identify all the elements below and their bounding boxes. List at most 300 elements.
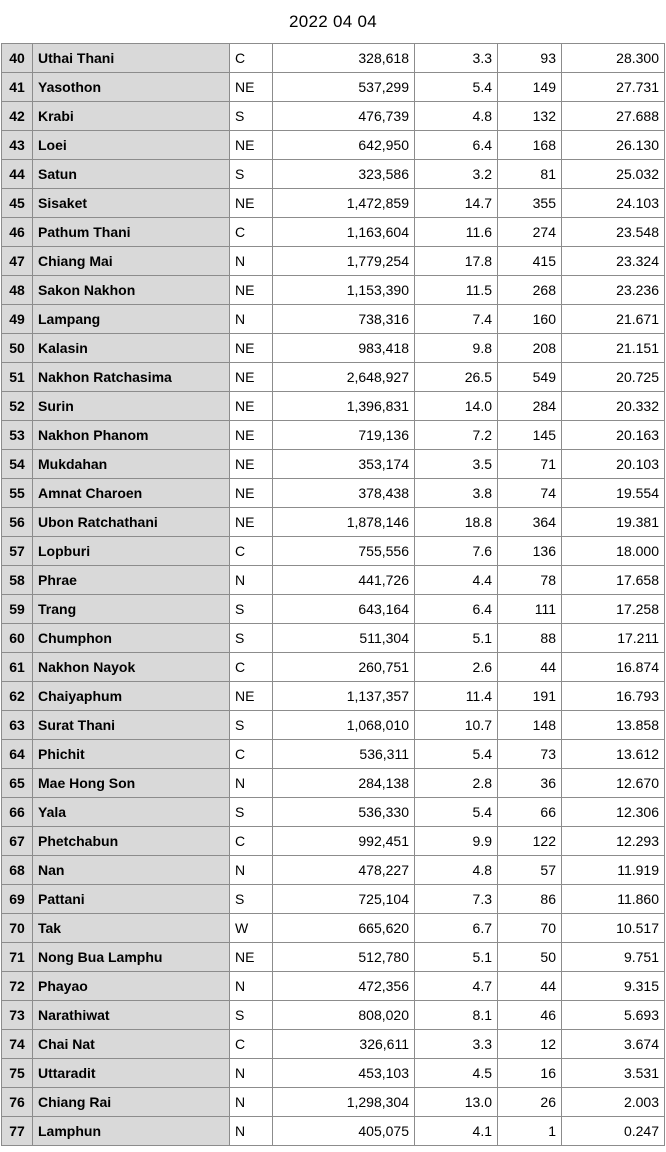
rate-cell: 21.671 [562, 305, 665, 334]
rate-cell: 17.211 [562, 624, 665, 653]
province-name-cell: Nakhon Phanom [33, 421, 230, 450]
table-row [2, 73, 665, 102]
percent-cell: 5.4 [415, 740, 498, 769]
region-cell: C [230, 740, 273, 769]
region-cell: N [230, 247, 273, 276]
region-cell: C [230, 1030, 273, 1059]
province-name-cell: Phayao [33, 972, 230, 1001]
percent-cell: 5.4 [415, 73, 498, 102]
province-name-cell: Mae Hong Son [33, 769, 230, 798]
region-cell: NE [230, 479, 273, 508]
rate-cell: 21.151 [562, 334, 665, 363]
region-cell: N [230, 566, 273, 595]
count-cell: 364 [498, 508, 562, 537]
table-row [2, 363, 665, 392]
count-cell: 12 [498, 1030, 562, 1059]
population-cell: 1,137,357 [273, 682, 415, 711]
count-cell: 145 [498, 421, 562, 450]
region-cell: N [230, 305, 273, 334]
table-row [2, 856, 665, 885]
population-cell: 738,316 [273, 305, 415, 334]
population-cell: 1,163,604 [273, 218, 415, 247]
count-cell: 81 [498, 160, 562, 189]
rate-cell: 27.731 [562, 73, 665, 102]
count-cell: 16 [498, 1059, 562, 1088]
population-cell: 512,780 [273, 943, 415, 972]
region-cell: C [230, 218, 273, 247]
percent-cell: 5.1 [415, 943, 498, 972]
table-row [2, 189, 665, 218]
percent-cell: 2.6 [415, 653, 498, 682]
province-name-cell: Kalasin [33, 334, 230, 363]
percent-cell: 11.6 [415, 218, 498, 247]
population-cell: 665,620 [273, 914, 415, 943]
population-cell: 511,304 [273, 624, 415, 653]
rank-cell: 76 [2, 1088, 33, 1117]
table-row [2, 624, 665, 653]
population-cell: 992,451 [273, 827, 415, 856]
population-cell: 378,438 [273, 479, 415, 508]
province-name-cell: Phrae [33, 566, 230, 595]
rate-cell: 20.332 [562, 392, 665, 421]
rank-cell: 72 [2, 972, 33, 1001]
percent-cell: 8.1 [415, 1001, 498, 1030]
table-row [2, 827, 665, 856]
percent-cell: 7.6 [415, 537, 498, 566]
rank-cell: 42 [2, 102, 33, 131]
region-cell: NE [230, 682, 273, 711]
rate-cell: 3.531 [562, 1059, 665, 1088]
rank-cell: 56 [2, 508, 33, 537]
rate-cell: 17.658 [562, 566, 665, 595]
rank-cell: 73 [2, 1001, 33, 1030]
region-cell: N [230, 972, 273, 1001]
count-cell: 46 [498, 1001, 562, 1030]
rate-cell: 16.874 [562, 653, 665, 682]
population-cell: 328,618 [273, 44, 415, 73]
population-cell: 476,739 [273, 102, 415, 131]
count-cell: 78 [498, 566, 562, 595]
population-cell: 260,751 [273, 653, 415, 682]
region-cell: NE [230, 508, 273, 537]
region-cell: C [230, 44, 273, 73]
rate-cell: 20.725 [562, 363, 665, 392]
rate-cell: 12.306 [562, 798, 665, 827]
percent-cell: 7.2 [415, 421, 498, 450]
population-cell: 1,878,146 [273, 508, 415, 537]
province-name-cell: Yala [33, 798, 230, 827]
rate-cell: 12.293 [562, 827, 665, 856]
rate-cell: 3.674 [562, 1030, 665, 1059]
region-cell: N [230, 1088, 273, 1117]
province-name-cell: Trang [33, 595, 230, 624]
region-cell: NE [230, 450, 273, 479]
province-name-cell: Chumphon [33, 624, 230, 653]
table-row [2, 537, 665, 566]
count-cell: 268 [498, 276, 562, 305]
rank-cell: 74 [2, 1030, 33, 1059]
rank-cell: 50 [2, 334, 33, 363]
region-cell: S [230, 160, 273, 189]
province-name-cell: Chaiyaphum [33, 682, 230, 711]
region-cell: NE [230, 131, 273, 160]
percent-cell: 7.3 [415, 885, 498, 914]
table-row [2, 1030, 665, 1059]
rate-cell: 28.300 [562, 44, 665, 73]
region-cell: NE [230, 421, 273, 450]
region-cell: N [230, 1059, 273, 1088]
table-row [2, 740, 665, 769]
province-name-cell: Yasothon [33, 73, 230, 102]
count-cell: 73 [498, 740, 562, 769]
count-cell: 136 [498, 537, 562, 566]
count-cell: 132 [498, 102, 562, 131]
rank-cell: 77 [2, 1117, 33, 1146]
count-cell: 57 [498, 856, 562, 885]
table-row [2, 653, 665, 682]
province-name-cell: Sakon Nakhon [33, 276, 230, 305]
count-cell: 70 [498, 914, 562, 943]
rank-cell: 43 [2, 131, 33, 160]
region-cell: N [230, 856, 273, 885]
count-cell: 1 [498, 1117, 562, 1146]
rate-cell: 19.554 [562, 479, 665, 508]
table-row [2, 508, 665, 537]
rate-cell: 16.793 [562, 682, 665, 711]
rank-cell: 67 [2, 827, 33, 856]
region-cell: NE [230, 73, 273, 102]
rate-cell: 11.919 [562, 856, 665, 885]
region-cell: N [230, 769, 273, 798]
table-row [2, 769, 665, 798]
percent-cell: 26.5 [415, 363, 498, 392]
count-cell: 274 [498, 218, 562, 247]
count-cell: 88 [498, 624, 562, 653]
province-name-cell: Sisaket [33, 189, 230, 218]
region-cell: C [230, 537, 273, 566]
population-cell: 536,330 [273, 798, 415, 827]
count-cell: 168 [498, 131, 562, 160]
rate-cell: 10.517 [562, 914, 665, 943]
table-row [2, 102, 665, 131]
rank-cell: 48 [2, 276, 33, 305]
table-row [2, 305, 665, 334]
rate-cell: 25.032 [562, 160, 665, 189]
population-cell: 1,779,254 [273, 247, 415, 276]
population-cell: 326,611 [273, 1030, 415, 1059]
province-name-cell: Phichit [33, 740, 230, 769]
rank-cell: 54 [2, 450, 33, 479]
count-cell: 122 [498, 827, 562, 856]
percent-cell: 18.8 [415, 508, 498, 537]
rank-cell: 47 [2, 247, 33, 276]
percent-cell: 6.4 [415, 131, 498, 160]
table-row [2, 44, 665, 73]
table-row [2, 247, 665, 276]
region-cell: S [230, 624, 273, 653]
province-name-cell: Surat Thani [33, 711, 230, 740]
province-name-cell: Krabi [33, 102, 230, 131]
table-row [2, 160, 665, 189]
province-name-cell: Lamphun [33, 1117, 230, 1146]
population-cell: 405,075 [273, 1117, 415, 1146]
region-cell: S [230, 885, 273, 914]
rate-cell: 12.670 [562, 769, 665, 798]
population-cell: 2,648,927 [273, 363, 415, 392]
count-cell: 36 [498, 769, 562, 798]
province-name-cell: Narathiwat [33, 1001, 230, 1030]
rate-cell: 2.003 [562, 1088, 665, 1117]
region-cell: C [230, 653, 273, 682]
percent-cell: 13.0 [415, 1088, 498, 1117]
province-name-cell: Uthai Thani [33, 44, 230, 73]
population-cell: 353,174 [273, 450, 415, 479]
population-cell: 1,153,390 [273, 276, 415, 305]
rank-cell: 49 [2, 305, 33, 334]
province-name-cell: Nan [33, 856, 230, 885]
rank-cell: 69 [2, 885, 33, 914]
percent-cell: 3.8 [415, 479, 498, 508]
rate-cell: 13.858 [562, 711, 665, 740]
rank-cell: 41 [2, 73, 33, 102]
rate-cell: 23.324 [562, 247, 665, 276]
table-row [2, 885, 665, 914]
rank-cell: 55 [2, 479, 33, 508]
rank-cell: 58 [2, 566, 33, 595]
rank-cell: 52 [2, 392, 33, 421]
count-cell: 44 [498, 972, 562, 1001]
count-cell: 74 [498, 479, 562, 508]
rank-cell: 75 [2, 1059, 33, 1088]
count-cell: 71 [498, 450, 562, 479]
population-cell: 1,068,010 [273, 711, 415, 740]
percent-cell: 4.1 [415, 1117, 498, 1146]
region-cell: NE [230, 276, 273, 305]
province-name-cell: Mukdahan [33, 450, 230, 479]
table-row [2, 392, 665, 421]
rank-cell: 57 [2, 537, 33, 566]
population-cell: 642,950 [273, 131, 415, 160]
rank-cell: 71 [2, 943, 33, 972]
count-cell: 111 [498, 595, 562, 624]
region-cell: W [230, 914, 273, 943]
table-row [2, 421, 665, 450]
rate-cell: 17.258 [562, 595, 665, 624]
percent-cell: 11.5 [415, 276, 498, 305]
table-row [2, 131, 665, 160]
rank-cell: 60 [2, 624, 33, 653]
percent-cell: 17.8 [415, 247, 498, 276]
rank-cell: 59 [2, 595, 33, 624]
population-cell: 983,418 [273, 334, 415, 363]
count-cell: 44 [498, 653, 562, 682]
region-cell: S [230, 595, 273, 624]
rank-cell: 45 [2, 189, 33, 218]
percent-cell: 4.7 [415, 972, 498, 1001]
population-cell: 536,311 [273, 740, 415, 769]
province-name-cell: Satun [33, 160, 230, 189]
rank-cell: 68 [2, 856, 33, 885]
population-cell: 284,138 [273, 769, 415, 798]
table-row [2, 972, 665, 1001]
count-cell: 355 [498, 189, 562, 218]
table-row [2, 798, 665, 827]
percent-cell: 14.0 [415, 392, 498, 421]
rank-cell: 66 [2, 798, 33, 827]
rate-cell: 9.751 [562, 943, 665, 972]
province-name-cell: Surin [33, 392, 230, 421]
province-table [1, 43, 665, 1146]
province-name-cell: Lampang [33, 305, 230, 334]
province-name-cell: Chiang Mai [33, 247, 230, 276]
region-cell: S [230, 1001, 273, 1030]
count-cell: 66 [498, 798, 562, 827]
population-cell: 1,396,831 [273, 392, 415, 421]
province-name-cell: Nong Bua Lamphu [33, 943, 230, 972]
percent-cell: 2.8 [415, 769, 498, 798]
population-cell: 643,164 [273, 595, 415, 624]
region-cell: NE [230, 943, 273, 972]
percent-cell: 6.4 [415, 595, 498, 624]
rate-cell: 5.693 [562, 1001, 665, 1030]
table-body [2, 44, 665, 1146]
population-cell: 453,103 [273, 1059, 415, 1088]
rank-cell: 44 [2, 160, 33, 189]
rank-cell: 65 [2, 769, 33, 798]
rank-cell: 70 [2, 914, 33, 943]
count-cell: 93 [498, 44, 562, 73]
province-name-cell: Pattani [33, 885, 230, 914]
percent-cell: 5.1 [415, 624, 498, 653]
rank-cell: 61 [2, 653, 33, 682]
count-cell: 149 [498, 73, 562, 102]
table-row [2, 334, 665, 363]
population-cell: 441,726 [273, 566, 415, 595]
rate-cell: 23.236 [562, 276, 665, 305]
count-cell: 148 [498, 711, 562, 740]
province-name-cell: Amnat Charoen [33, 479, 230, 508]
rank-cell: 62 [2, 682, 33, 711]
percent-cell: 9.9 [415, 827, 498, 856]
province-name-cell: Phetchabun [33, 827, 230, 856]
rate-cell: 23.548 [562, 218, 665, 247]
province-name-cell: Lopburi [33, 537, 230, 566]
percent-cell: 4.5 [415, 1059, 498, 1088]
percent-cell: 3.3 [415, 1030, 498, 1059]
rank-cell: 46 [2, 218, 33, 247]
region-cell: S [230, 711, 273, 740]
province-name-cell: Nakhon Ratchasima [33, 363, 230, 392]
rate-cell: 11.860 [562, 885, 665, 914]
table-row [2, 276, 665, 305]
table-row [2, 566, 665, 595]
population-cell: 478,227 [273, 856, 415, 885]
region-cell: NE [230, 363, 273, 392]
percent-cell: 5.4 [415, 798, 498, 827]
table-row [2, 682, 665, 711]
count-cell: 26 [498, 1088, 562, 1117]
region-cell: S [230, 102, 273, 131]
percent-cell: 4.8 [415, 856, 498, 885]
rank-cell: 64 [2, 740, 33, 769]
count-cell: 86 [498, 885, 562, 914]
province-name-cell: Ubon Ratchathani [33, 508, 230, 537]
rank-cell: 53 [2, 421, 33, 450]
table-row [2, 450, 665, 479]
population-cell: 472,356 [273, 972, 415, 1001]
region-cell: S [230, 798, 273, 827]
percent-cell: 4.8 [415, 102, 498, 131]
population-cell: 725,104 [273, 885, 415, 914]
population-cell: 323,586 [273, 160, 415, 189]
region-cell: N [230, 1117, 273, 1146]
table-row [2, 1001, 665, 1030]
table-row [2, 1117, 665, 1146]
province-name-cell: Tak [33, 914, 230, 943]
rank-cell: 40 [2, 44, 33, 73]
table-row [2, 914, 665, 943]
rate-cell: 13.612 [562, 740, 665, 769]
percent-cell: 9.8 [415, 334, 498, 363]
table-row [2, 711, 665, 740]
count-cell: 208 [498, 334, 562, 363]
percent-cell: 14.7 [415, 189, 498, 218]
region-cell: C [230, 827, 273, 856]
rank-cell: 51 [2, 363, 33, 392]
population-cell: 1,298,304 [273, 1088, 415, 1117]
percent-cell: 10.7 [415, 711, 498, 740]
province-name-cell: Pathum Thani [33, 218, 230, 247]
rate-cell: 20.103 [562, 450, 665, 479]
region-cell: NE [230, 392, 273, 421]
rate-cell: 24.103 [562, 189, 665, 218]
count-cell: 549 [498, 363, 562, 392]
percent-cell: 3.5 [415, 450, 498, 479]
table-row [2, 479, 665, 508]
count-cell: 191 [498, 682, 562, 711]
population-cell: 1,472,859 [273, 189, 415, 218]
population-cell: 755,556 [273, 537, 415, 566]
percent-cell: 4.4 [415, 566, 498, 595]
province-name-cell: Chiang Rai [33, 1088, 230, 1117]
rate-cell: 9.315 [562, 972, 665, 1001]
count-cell: 284 [498, 392, 562, 421]
population-cell: 537,299 [273, 73, 415, 102]
page-title: 2022 04 04 [288, 12, 378, 31]
province-name-cell: Chai Nat [33, 1030, 230, 1059]
province-name-cell: Nakhon Nayok [33, 653, 230, 682]
rank-cell: 63 [2, 711, 33, 740]
population-cell: 808,020 [273, 1001, 415, 1030]
table-row [2, 1059, 665, 1088]
province-name-cell: Uttaradit [33, 1059, 230, 1088]
region-cell: NE [230, 334, 273, 363]
table-row [2, 218, 665, 247]
table-row [2, 943, 665, 972]
count-cell: 415 [498, 247, 562, 276]
rate-cell: 19.381 [562, 508, 665, 537]
rate-cell: 18.000 [562, 537, 665, 566]
percent-cell: 3.2 [415, 160, 498, 189]
table-row [2, 595, 665, 624]
population-cell: 719,136 [273, 421, 415, 450]
rate-cell: 0.247 [562, 1117, 665, 1146]
percent-cell: 3.3 [415, 44, 498, 73]
percent-cell: 7.4 [415, 305, 498, 334]
count-cell: 160 [498, 305, 562, 334]
percent-cell: 11.4 [415, 682, 498, 711]
percent-cell: 6.7 [415, 914, 498, 943]
